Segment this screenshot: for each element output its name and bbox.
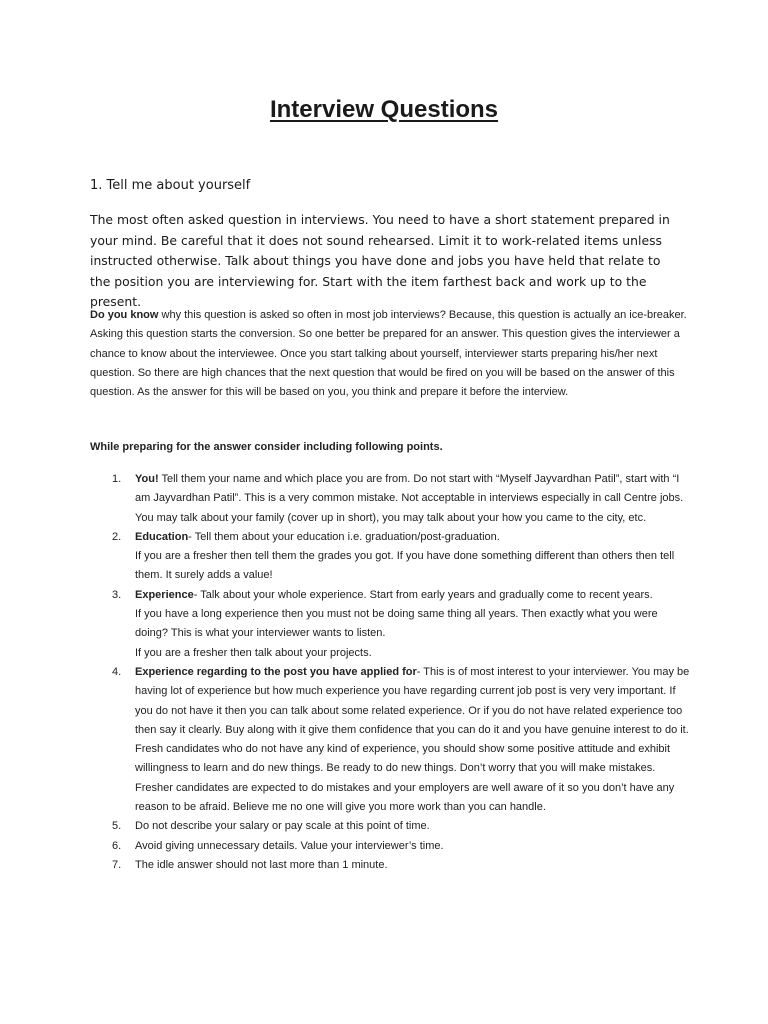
question-heading: 1. Tell me about yourself	[90, 178, 251, 193]
page-title: Interview Questions	[269, 96, 499, 123]
item-extra: If you have a long experience then you must not be doing same thing all years. Then exactly what you were doing? This is what your interviewer wants to listen.	[135, 608, 658, 640]
do-you-know-lead: Do you know	[90, 309, 159, 321]
item-number: 6.	[112, 839, 122, 852]
item-extra: If you are a fresher then talk about your projects.	[135, 646, 372, 659]
item-number: 7.	[112, 858, 122, 871]
item-text: - Talk about your whole experience. Start from early years and gradually come to recent years.	[193, 588, 653, 601]
list-item	[90, 817, 690, 836]
item-extra: Fresh candidates who do not have any kind of experience, you should show some positive attitude and exhibit willingness to learn and do new things. Be ready to do new things. Don’t worry that you will make mistakes. Fresher candidates are expected to do mistakes and your employers are well aware of it so you don’t have any reason to be afraid. Believe me no one will give you more work than you can handle.	[135, 743, 675, 814]
item-text: Tell them your name and which place you are from. Do not start with “Myself Jayvardhan Patil”, start with “I am Jayvardhan Patil”. This is a very common mistake. Not acceptable in interviews especially in call Centre jobs.	[135, 473, 684, 505]
list-item	[90, 586, 690, 663]
points-heading: While preparing for the answer consider including following points.	[90, 441, 443, 453]
item-lead: Experience	[135, 588, 194, 601]
item-lead: Experience regarding to the post you have applied for	[135, 665, 417, 678]
list-item	[90, 470, 690, 528]
do-you-know-text: why this question is asked so often in most job interviews? Because, this question is actually an ice-breaker. Asking this question starts the conversion. So one better be prepared for an answer. This question gives the interviewer a chance to know about the interviewee. Once you start talking about yourself, interviewer starts preparing his/her next question. So there are high chances that the next question that would be fired on you will be based on the answer of this question. As the answer for this will be based on you, you think and prepare it before the interview.	[90, 309, 687, 399]
item-extra: You may talk about your family (cover up in short), you may talk about your how you came to the city, etc.	[135, 511, 647, 524]
item-text: - Tell them about your education i.e. graduation/post-graduation.	[188, 530, 500, 543]
item-text: Do not describe your salary or pay scale at this point of time.	[135, 820, 430, 833]
item-lead: Education	[135, 530, 189, 543]
item-number: 2.	[112, 530, 122, 543]
list-item	[90, 663, 690, 817]
item-lead: You!	[135, 473, 159, 485]
item-number: 5.	[112, 820, 122, 833]
item-text: - This is of most interest to your interviewer. You may be having lot of experience but how much experience you have regarding current job post is very very important. If you do not have it then you can talk about some related experience. Or if you do not have related experience too then say it clearly. Buy along with it give them confidence that you can do it and you have genuine interest to do it.	[135, 665, 690, 736]
points-list	[90, 470, 690, 875]
item-number: 4.	[112, 665, 122, 678]
item-number: 1.	[112, 473, 122, 485]
item-text: The idle answer should not last more than 1 minute.	[135, 858, 388, 871]
item-number: 3.	[112, 588, 122, 601]
list-item	[90, 528, 690, 586]
list-item	[90, 837, 690, 856]
do-you-know-paragraph	[90, 306, 690, 402]
intro-paragraph: The most often asked question in interviews. You need to have a short statement prepared in your mind. Be careful that it does not sound rehearsed. Limit it to work-related items unless instructed otherwise. Talk about things you have done and jobs you have held that relate to the position you are interviewing for. Start with the item farthest back and work up to the present.	[90, 212, 670, 309]
list-item	[90, 856, 690, 875]
item-text: Avoid giving unnecessary details. Value your interviewer’s time.	[135, 839, 444, 852]
item-extra: If you are a fresher then tell them the grades you got. If you have done something different than others then tell them. It surely adds a value!	[135, 550, 675, 582]
